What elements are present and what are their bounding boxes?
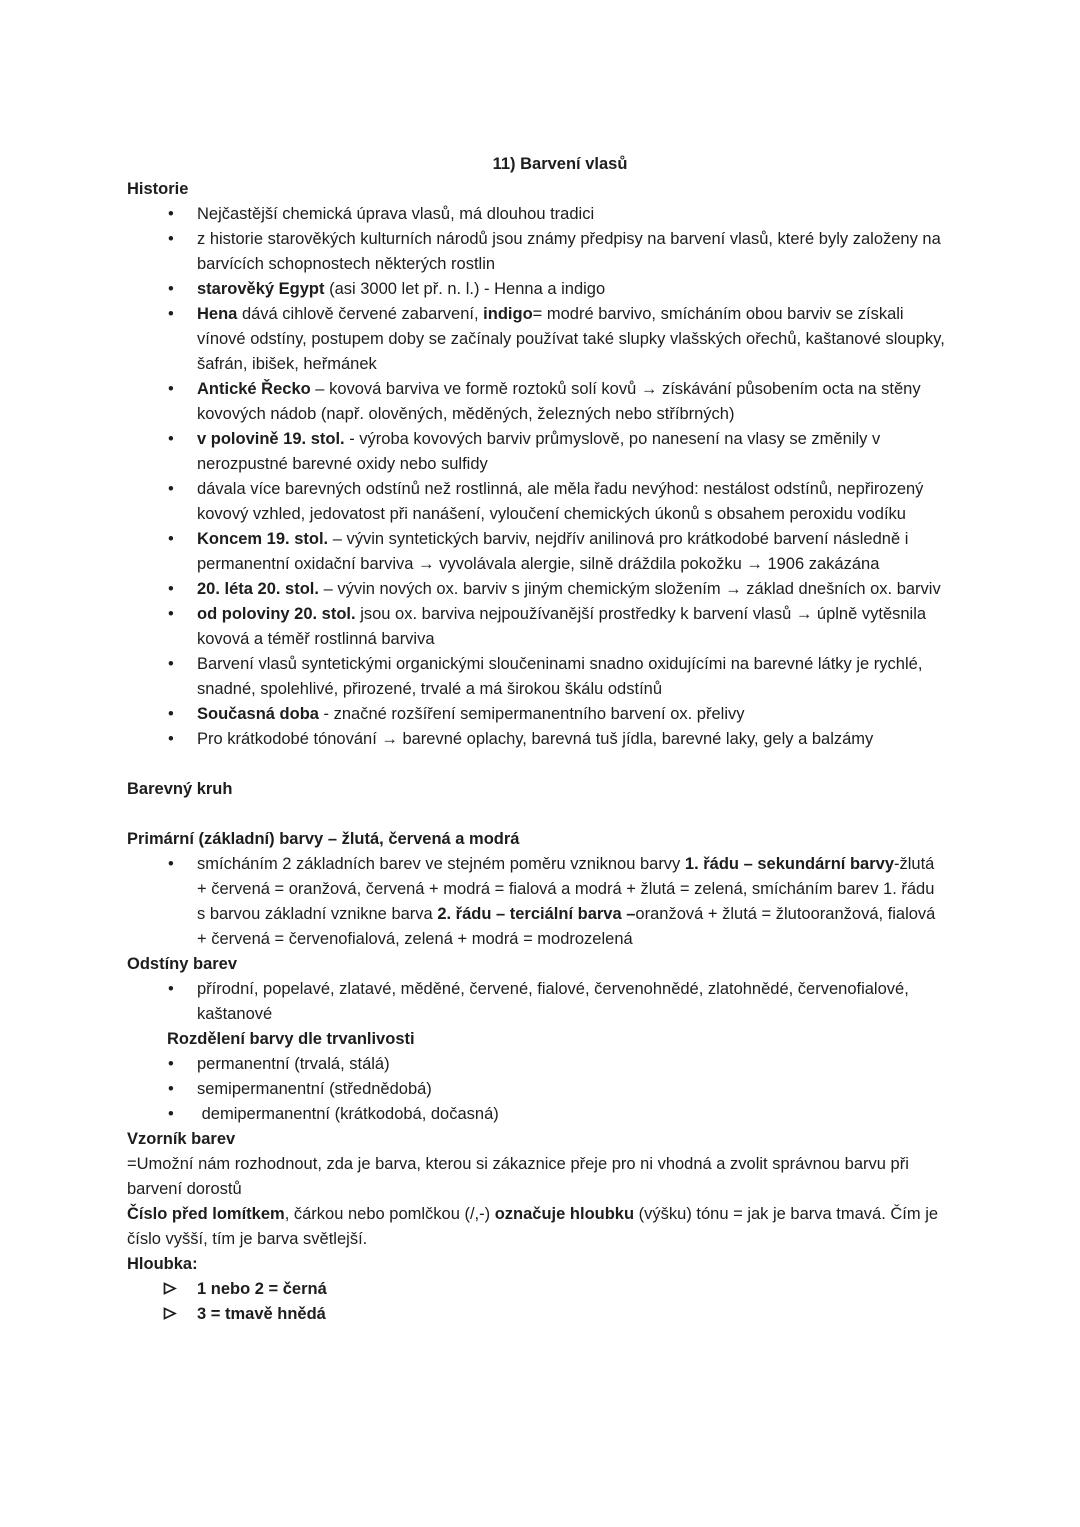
item-text — [197, 430, 885, 473]
bullet-icon: • — [168, 580, 174, 598]
section-heading: Primární (základní) barvy – žlutá, červená a modrá — [127, 830, 520, 848]
text: = modré barvivo, smícháním obou barviv se získali vínové odstíny, postupem doby se začínaly používat také slupky vlašských ořechů, kaštanové sloupky, šafrán, ibišek, heřmánek — [197, 305, 950, 373]
item-text — [197, 1080, 432, 1098]
item-text — [197, 530, 913, 573]
bullet-icon: • — [168, 705, 174, 723]
item-text — [197, 980, 913, 1023]
right-arrowhead-glyph — [163, 1307, 177, 1320]
bullet-item — [127, 1077, 947, 1102]
bold-text: Antické Řecko — [197, 380, 311, 398]
section-heading: Odstíny barev — [127, 955, 238, 973]
bullet-list — [127, 1052, 947, 1127]
bullet-item — [127, 852, 947, 952]
text: semipermanentní (střednědobá) — [197, 1080, 432, 1098]
item-text — [197, 205, 594, 223]
text: Barvení vlasů syntetickými organickými sloučeninami snadno oxidujícími na barevné látky je rychlé, snadné, spolehlivé, přirozené, trvalé a má širokou škálu odstínů — [197, 655, 927, 698]
bold-text: od poloviny 20. stol. — [197, 605, 356, 623]
bullet-item — [127, 227, 947, 277]
item-text — [197, 1280, 327, 1298]
bullet-icon: • — [168, 480, 174, 498]
bullet-item — [127, 202, 947, 227]
bold-text: Hena — [197, 305, 238, 323]
item-text — [197, 280, 605, 298]
bullet-icon: • — [168, 1105, 174, 1123]
bullet-item — [127, 527, 947, 577]
bullet-icon: • — [168, 380, 174, 398]
bold-text: v polovině 19. stol. — [197, 430, 345, 448]
item-text — [197, 655, 927, 698]
bullet-icon: • — [168, 430, 174, 448]
bullet-icon: • — [168, 1080, 174, 1098]
text: permanentní (trvalá, stálá) — [197, 1055, 390, 1073]
bullet-item — [127, 727, 947, 752]
bullet-item — [127, 652, 947, 702]
bullet-list — [127, 202, 950, 752]
item-text — [197, 230, 945, 273]
right-arrowhead-glyph — [163, 1282, 177, 1295]
paragraph — [127, 1202, 947, 1252]
text: Nejčastější chemická úprava vlasů, má dlouhou tradici — [197, 205, 595, 223]
bullet-item — [127, 1052, 947, 1077]
item-text — [197, 480, 928, 523]
section-heading: Rozdělení barvy dle trvanlivosti — [167, 1030, 415, 1048]
arrow-list — [127, 1277, 947, 1327]
text: (asi 3000 let př. n. l.) - Henna a indigo — [324, 280, 606, 298]
bold-text: Koncem 19. stol. — [197, 530, 329, 548]
section-heading: Barevný kruh — [127, 780, 233, 798]
item-text — [197, 380, 925, 423]
bold-text: Číslo před lomítkem — [127, 1205, 285, 1223]
text: – vývin syntetických barviv, nejdřív anilinová pro krátkodobé barvení následně i permanentní oxidační barviva → vyvolávala alergie, silně dráždila pokožku → 1906 zakázána — [197, 530, 913, 573]
arrow-bullet-icon — [163, 1307, 183, 1320]
bold-text: 2. řádu – terciální barva – — [437, 905, 636, 923]
bold-text: indigo — [483, 305, 533, 323]
arrow-bullet-icon — [163, 1282, 183, 1295]
item-text — [197, 705, 745, 723]
bold-text: 1. řádu – sekundární barvy — [684, 855, 894, 873]
section-heading: Historie — [127, 180, 189, 198]
item-text — [197, 1105, 499, 1123]
section-heading: Hloubka: — [127, 1255, 198, 1273]
bullet-icon: • — [168, 305, 174, 323]
bullet-item — [127, 427, 947, 477]
bullet-item — [127, 977, 947, 1027]
bullet-item — [127, 277, 947, 302]
text: =Umožní nám rozhodnout, zda je barva, kterou si zákaznice přeje pro ni vhodná a zvolit správnou barvu při barvení dorostů — [127, 1155, 914, 1198]
bullet-icon: • — [168, 280, 174, 298]
bullet-item — [127, 1102, 947, 1127]
bullet-list — [127, 852, 947, 952]
item-text — [197, 605, 931, 648]
text: - výroba kovových barviv průmyslově, po nanesení na vlasy se změnily v nerozpustné barevné oxidy nebo sulfidy — [197, 430, 885, 473]
item-text — [197, 855, 940, 948]
bullet-item — [127, 302, 950, 377]
bullet-icon: • — [168, 605, 174, 623]
bold-text: 3 = tmavě hnědá — [197, 1305, 326, 1323]
document-body — [127, 177, 950, 1327]
bold-text: 20. léta 20. stol. — [197, 580, 319, 598]
text: (výšku) tónu = jak je barva tmavá. Čím je číslo vyšší, tím je barva světlejší. — [127, 1205, 943, 1248]
bullet-item — [127, 577, 947, 602]
bullet-icon: • — [168, 205, 174, 223]
bold-text: 1 nebo 2 = černá — [197, 1280, 327, 1298]
item-text — [197, 1305, 326, 1323]
text: -žlutá + červená = oranžová, červená + modrá = fialová a modrá + žlutá = zelená, smícháním barev 1. řádu s barvou základní vznikne barva — [197, 855, 940, 923]
text: oranžová + žlutá = žlutooranžová, fialová + červená = červenofialová, zelená + modrá = modrozelená — [197, 905, 940, 948]
spacer — [127, 752, 947, 777]
text: přírodní, popelavé, zlatavé, měděné, červené, fialové, červenohnědé, zlatohnědé, červenofialové, kaštanové — [197, 980, 914, 1023]
bullet-list — [127, 977, 947, 1027]
item-text — [197, 730, 873, 748]
bullet-icon: • — [168, 1055, 174, 1073]
bold-text: označuje hloubku — [494, 1205, 635, 1223]
text: demipermanentní (krátkodobá, dočasná) — [197, 1105, 499, 1123]
text: , čárkou nebo pomlčkou (/,-) — [284, 1205, 495, 1223]
bullet-icon: • — [168, 855, 174, 873]
bullet-item — [127, 377, 947, 427]
arrow-item — [127, 1302, 947, 1327]
bullet-icon: • — [168, 530, 174, 548]
text: dává cihlově červené zabarvení, — [237, 305, 484, 323]
text: - značné rozšíření semipermanentního barvení ox. přelivy — [318, 705, 745, 723]
bullet-item — [127, 477, 947, 527]
bullet-icon: • — [168, 230, 174, 248]
text: smícháním 2 základních barev ve stejném poměru vzniknou barvy — [197, 855, 685, 873]
bullet-icon: • — [168, 980, 174, 998]
section-heading: Vzorník barev — [127, 1130, 236, 1148]
bullet-icon: • — [168, 730, 174, 748]
text: – vývin nových ox. barviv s jiným chemickým složením → základ dnešních ox. barviv — [318, 580, 941, 598]
text: z historie starověkých kulturních národů jsou známy předpisy na barvení vlasů, které byly založeny na barvících schopnostech některých rostlin — [197, 230, 946, 273]
item-text — [197, 580, 941, 598]
arrow-item — [127, 1277, 947, 1302]
bold-text: starověký Egypt — [197, 280, 325, 298]
text: jsou ox. barviva nejpoužívanější prostředky k barvení vlasů → úplně vytěsnila kovová a téměř rostlinná barviva — [197, 605, 931, 648]
item-text — [197, 1055, 390, 1073]
document-content — [127, 152, 950, 1327]
bullet-item — [127, 702, 947, 727]
bullet-icon: • — [168, 655, 174, 673]
text: dávala více barevných odstínů než rostlinná, ale měla řadu nevýhod: nestálost odstínů, nepřirozený kovový vzhled, jedovatost při nanášení, vyloučení chemických úkonů s obsahem peroxidu vodíku — [197, 480, 929, 523]
spacer — [127, 802, 947, 827]
page-title: 11) Barvení vlasů — [492, 155, 628, 173]
bullet-item — [127, 602, 947, 652]
item-text — [197, 305, 949, 373]
bold-text: Současná doba — [197, 705, 319, 723]
paragraph — [127, 1152, 947, 1202]
text: Pro krátkodobé tónování → barevné oplachy, barevná tuš jídla, barevné laky, gely a balzámy — [197, 730, 874, 748]
text: – kovová barviva ve formě roztoků solí kovů → získávání působením octa na stěny kovových nádob (např. olověných, měděných, železných nebo stříbrných) — [197, 380, 926, 423]
